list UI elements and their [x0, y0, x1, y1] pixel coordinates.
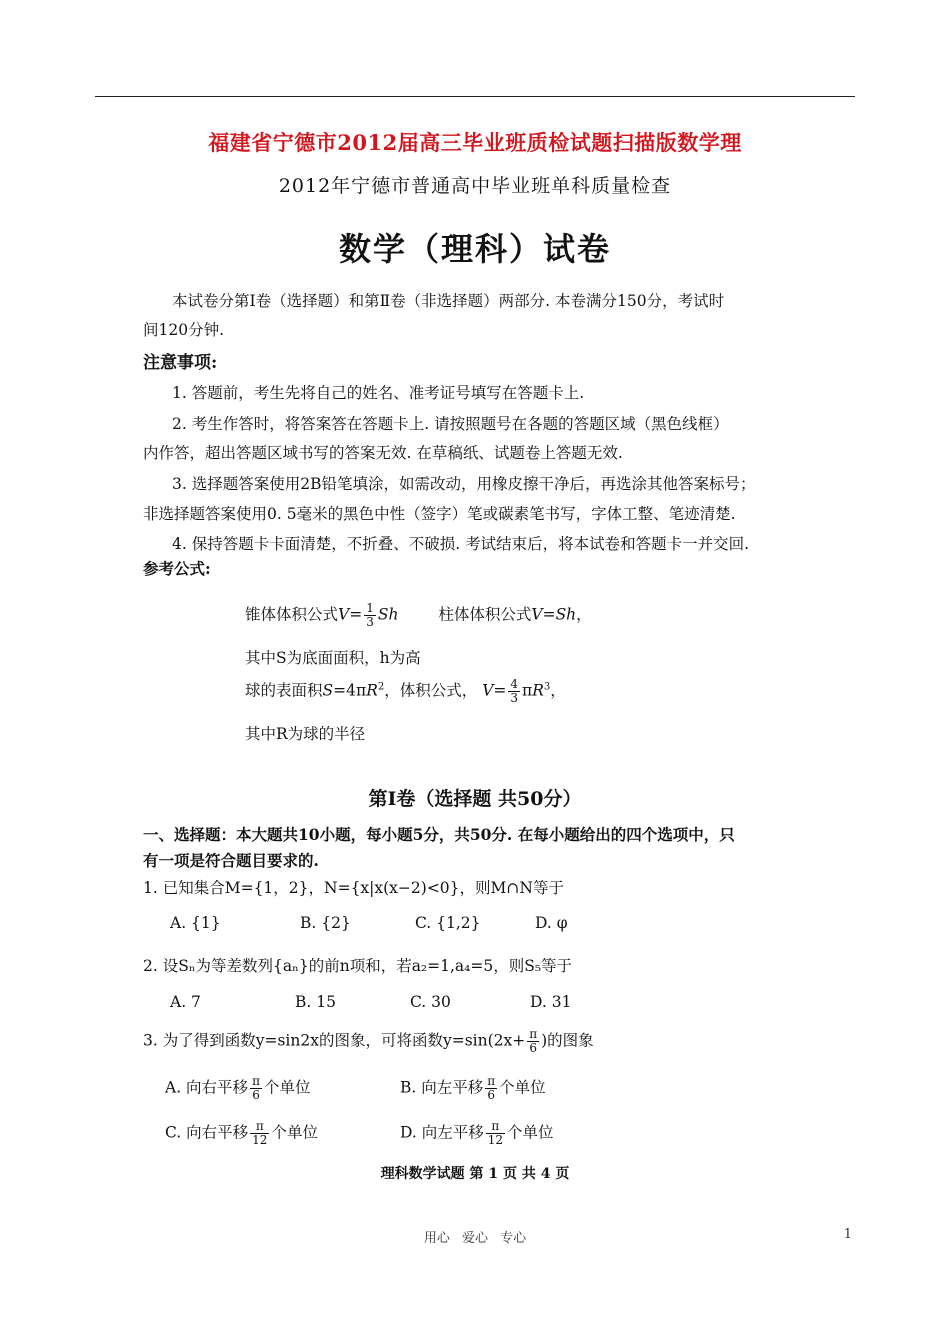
question-1: 1. 已知集合M={1，2}，N={x|x(x−2)<0}，则M∩N等于 [143, 879, 564, 897]
q2-option-a: A. 7 [170, 993, 201, 1011]
exam-subtitle: 2012年宁德市普通高中毕业班单科质量检查 [278, 175, 672, 197]
q1-option-c: C. {1,2} [415, 914, 481, 932]
note-3a: 3. 选择题答案使用2B铅笔填涂，如需改动，用橡皮擦干净后，再选涂其他答案标号； [172, 475, 756, 493]
q3-option-d [400, 1120, 554, 1147]
bottom-slogan: 用心 爱心 专心 [423, 1231, 527, 1246]
note-4: 4. 保持答题卡卡面清楚，不折叠、不破损. 考试结束后，将本试卷和答题卡一并交回. [172, 535, 749, 553]
formula-line-3: 球的表面积$S=4\pi R^2$，体积公式， V= $\frac{4}{3}$ $\pi R^3$， [245, 677, 566, 705]
note-2b: 内作答，超出答题区域书写的答案无效. 在草稿纸、试题卷上答题无效. [143, 444, 623, 462]
question-3 [143, 1028, 594, 1055]
unit-label: 个单位 [507, 1123, 554, 1142]
q1-option-a: A. {1} [170, 914, 221, 932]
sphere-area-label: 球的表面积 [245, 681, 323, 700]
formula-line-4: 其中R为球的半径 [245, 725, 366, 743]
top-rule [95, 96, 855, 97]
unit-label: 个单位 [263, 1078, 311, 1097]
fraction-one-third: $\frac{1}{3}$ [366, 601, 374, 629]
section-title: 第Ⅰ卷（选择题 共50分） [368, 788, 582, 810]
formula-line-2: 其中S为底面面积，h为高 [245, 649, 421, 667]
cylinder-volume-label: 柱体体积公式 [438, 605, 532, 624]
fraction-pi-over-12: $\frac{\pi}{12}$ [487, 1119, 504, 1147]
note-3b: 非选择题答案使用0. 5毫米的黑色中性（签字）笔或碳素笔书写，字体工整、笔迹清楚. [143, 505, 736, 523]
fraction-four-thirds: $\frac{4}{3}$ [510, 677, 519, 705]
note-1: 1. 答题前，考生先将自己的姓名、准考证号填写在答题卡上. [172, 384, 585, 402]
reference-header: 参考公式: [143, 559, 211, 578]
notes-header: 注意事项: [143, 353, 218, 373]
cone-volume-label: 锥体体积公式 [245, 605, 339, 624]
instruction-line-1: 一、选择题：本大题共10小题，每小题5分，共50分. 在每小题给出的四个选项中，只 [143, 825, 735, 844]
page-number: 1 [843, 1227, 852, 1242]
exam-title: 数学（理科）试卷 [338, 230, 611, 268]
instruction-line-2: 有一项是符合题目要求的. [143, 851, 319, 870]
q3-option-c [165, 1120, 318, 1147]
formula-line-1: 锥体体积公式V= $\frac{1}{3}$ Sh 柱体体积公式V=Sh， [245, 601, 592, 629]
q2-option-d: D. 31 [530, 993, 572, 1011]
q3-option-d-label: D. 向左平移 [400, 1123, 484, 1142]
fraction-pi-over-6: $\frac{\pi}{6}$ [529, 1027, 538, 1055]
q3-option-b-label: B. 向左平移 [400, 1078, 484, 1097]
q3-option-c-label: C. 向右平移 [165, 1123, 249, 1142]
unit-label: 个单位 [271, 1123, 318, 1142]
unit-label: 个单位 [499, 1078, 546, 1097]
q3-text-start: 3. 为了得到函数y=sin2x的图象，可将函数y=sin(2x+ [143, 1031, 526, 1050]
fraction-pi-over-6: $\frac{\pi}{6}$ [487, 1074, 496, 1102]
q3-option-b [400, 1075, 546, 1102]
q2-option-b: B. 15 [295, 993, 336, 1011]
fraction-pi-over-12: $\frac{\pi}{12}$ [252, 1119, 268, 1147]
fraction-pi-over-6: $\frac{\pi}{6}$ [252, 1074, 260, 1102]
sphere-volume-label: ，体积公式， [384, 681, 478, 700]
q3-option-a-label: A. 向右平移 [165, 1078, 249, 1097]
q3-option-a [165, 1075, 310, 1102]
question-2: 2. 设Sₙ为等差数列{aₙ}的前n项和，若a₂=1,a₄=5，则S₅等于 [143, 957, 573, 975]
q2-option-c: C. 30 [410, 993, 451, 1011]
intro-line-2: 间120分钟. [143, 321, 225, 339]
intro-line-1: 本试卷分第Ⅰ卷（选择题）和第Ⅱ卷（非选择题）两部分. 本卷满分150分，考试时 [172, 292, 725, 310]
q3-text-end: )的图象 [541, 1031, 594, 1050]
q1-option-b: B. {2} [300, 914, 351, 932]
page-footer: 理科数学试题 第 1 页 共 4 页 [380, 1166, 570, 1182]
q1-option-d: D. φ [535, 914, 568, 932]
note-2a: 2. 考生作答时，将答案答在答题卡上. 请按照题号在各题的答题区域（黑色线框） [172, 415, 729, 433]
document-title: 福建省宁德市2012届高三毕业班质检试题扫描版数学理 [208, 130, 742, 155]
